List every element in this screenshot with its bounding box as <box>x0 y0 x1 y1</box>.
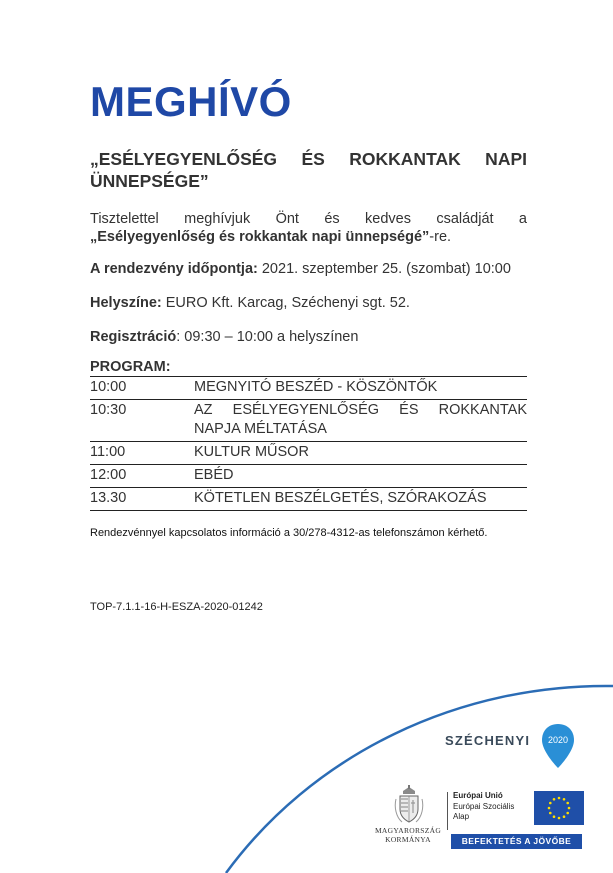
invest-banner: BEFEKTETÉS A JÖVŐBE <box>451 834 582 849</box>
page-title: MEGHÍVÓ <box>90 78 292 125</box>
gov-line-1: MAGYARORSZÁG <box>374 826 442 835</box>
event-location-label: Helyszíne: <box>90 295 162 311</box>
government-logo-text <box>372 826 444 844</box>
program-title: PROGRAM: <box>90 359 171 375</box>
invitation-line: Tisztelettel meghívjuk Önt és kedves családját a <box>90 211 527 227</box>
program-time: 13.30 <box>90 488 194 511</box>
eu-line-1: Európai Unió <box>453 791 503 800</box>
program-item: MEGNYITÓ BESZÉD - KÖSZÖNTŐK <box>194 377 527 400</box>
szechenyi-pin-icon <box>540 722 576 770</box>
contact-note: Rendezvénnyel kapcsolatos információ a 30/278-4312-as telefonszámon kérhető. <box>90 527 488 539</box>
eu-fund-text <box>453 791 514 823</box>
eu-flag-icon <box>534 791 584 825</box>
registration-value: : 09:30 – 10:00 a helyszínen <box>176 329 359 345</box>
event-date-value: 2021. szeptember 25. (szombat) 10:00 <box>257 261 511 277</box>
event-name: „Esélyegyenlőség és rokkantak napi ünnepségé” <box>90 229 430 245</box>
event-date-label: A rendezvény időpontja: <box>90 261 258 277</box>
program-item: KULTUR MŰSOR <box>194 442 527 465</box>
program-time: 11:00 <box>90 442 194 465</box>
project-code: TOP-7.1.1-16-H-ESZA-2020-01242 <box>90 601 263 613</box>
program-item: KÖTETLEN BESZÉLGETÉS, SZÓRAKOZÁS <box>194 488 527 511</box>
program-item: AZ ESÉLYEGYENLŐSÉG ÉS ROKKANTAK NAPJA MÉLTATÁSA <box>194 400 527 442</box>
eu-line-2: Európai Szociális <box>453 801 515 811</box>
event-suffix: -re. <box>429 229 452 245</box>
gov-line-2: KORMÁNYA <box>385 835 431 844</box>
szechenyi-logo-text: SZÉCHENYI <box>445 733 531 748</box>
szechenyi-year: 2020 <box>547 735 569 745</box>
program-item: EBÉD <box>194 465 527 488</box>
event-subtitle: „ESÉLYEGYENLŐSÉG ÉS ROKKANTAK NAPI ÜNNEPSÉGE” <box>90 149 527 191</box>
coat-of-arms-icon <box>394 785 424 825</box>
registration-label: Regisztráció <box>90 329 177 345</box>
eu-line-3: Alap <box>453 812 470 821</box>
program-time: 10:00 <box>90 377 194 400</box>
program-time: 10:30 <box>90 400 194 442</box>
event-location-value: EURO Kft. Karcag, Széchenyi sgt. 52. <box>161 295 410 311</box>
logo-divider <box>447 792 448 830</box>
program-time: 12:00 <box>90 465 194 488</box>
